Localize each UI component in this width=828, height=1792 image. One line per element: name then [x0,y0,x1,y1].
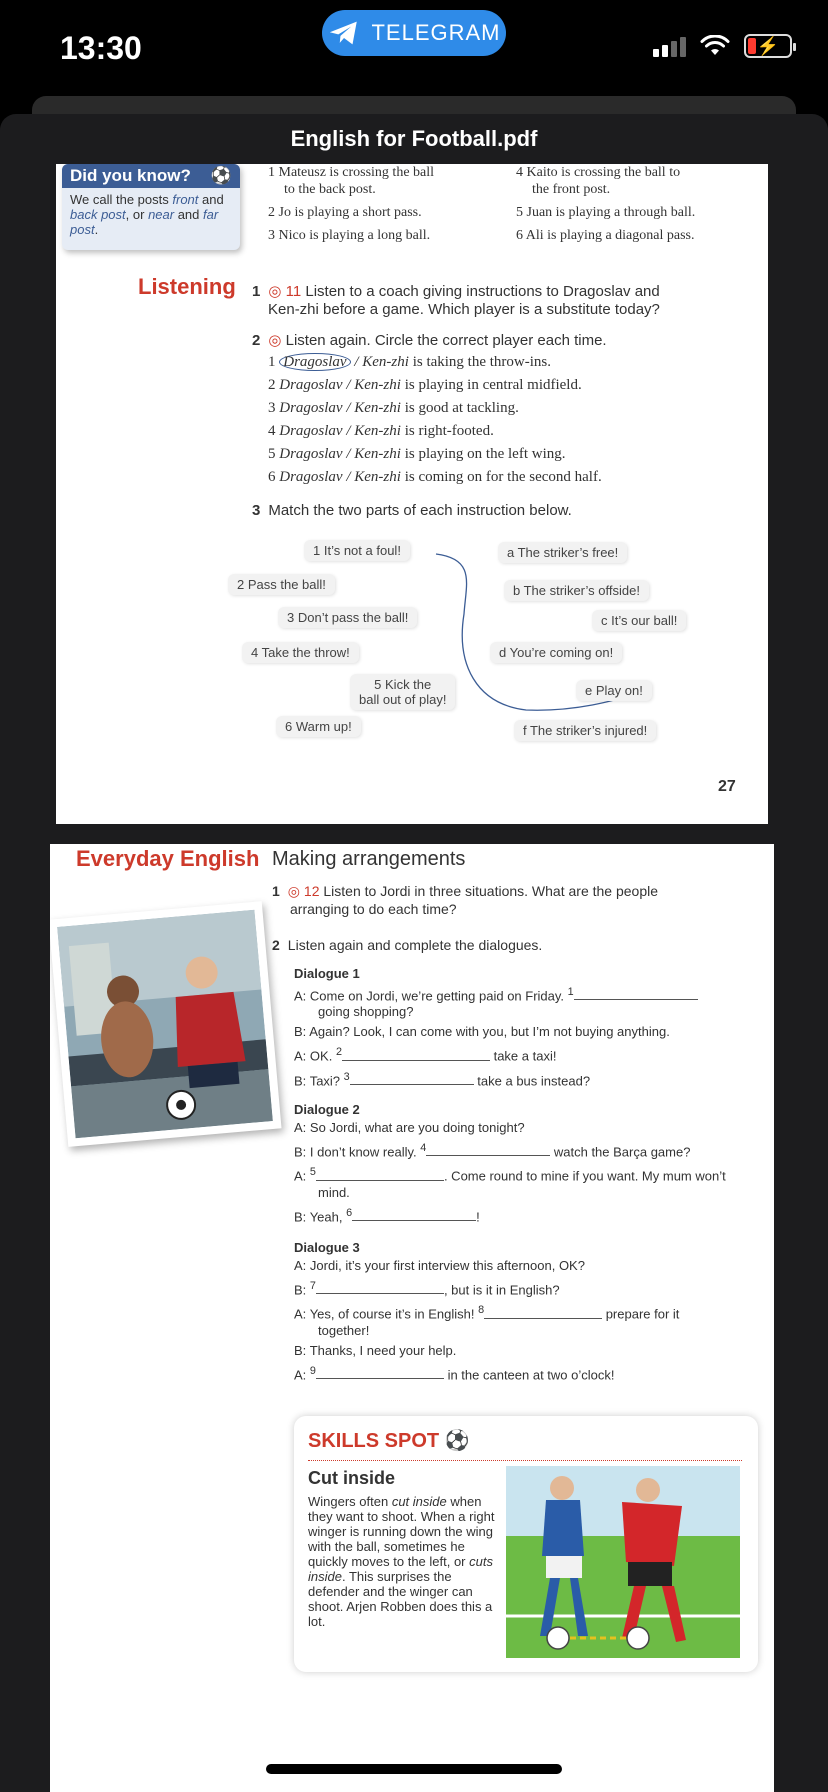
did-you-know-title: Did you know? [70,166,191,185]
response-bubble: d You’re coming on! [490,642,622,663]
dialogue-3-heading: Dialogue 3 [294,1240,360,1255]
instruction-bubble: 5 Kick the ball out of play! [350,674,455,710]
document-title: English for Football.pdf [290,126,538,151]
list-item: 3 Dragoslav / Ken-zhi is good at tackling. [268,400,519,416]
home-indicator[interactable] [266,1764,562,1774]
listening-heading: Listening [138,274,236,299]
instruction-bubble: 6 Warm up! [276,716,361,737]
status-icons [653,34,792,58]
everyday-english-heading: Everyday English [76,846,260,871]
cellular-signal-icon [653,35,686,57]
skills-spot-box [294,1416,758,1672]
everyday-task-2: 2 Listen again and complete the dialogues. [272,937,543,953]
battery-icon: ⚡ [744,34,792,58]
back-app-label: TELEGRAM [371,20,501,45]
list-item: 2 Dragoslav / Ken-zhi is playing in central midfield. [268,377,582,393]
pass-list-right: 4 Kaito is crossing the ball to the front post. 5 Juan is playing a through ball. 6 Ali is playing a diagonal pass. [516,165,696,243]
audio-track-icon: ◎ [268,283,286,300]
everyday-task-1: 1 ◎ 12 Listen to Jordi in three situations. What are the people arranging to do each time? [272,883,659,917]
status-time: 13:30 [60,30,142,66]
instruction-bubble: 4 Take the throw! [242,642,359,663]
response-bubble: c It’s our ball! [592,610,686,631]
response-bubble: a The striker’s free! [498,542,627,563]
dialogue-3: A: Jordi, it’s your first interview this afternoon, OK? B: $^7$ , but is it in English? A: Yes, of course it’s in English! $^8$ prepare for it together! B: Thanks, I need your help. A: $^9$ in the canteen at two o’clock! [294,1258,680,1382]
audio-track-icon: ◎ [287,883,304,899]
skills-spot-text: Wingers often cut inside when they want to shoot. When a right winger is running down the wing with the ball, sometimes he quickly moves to the left, or cuts inside. This surprises the defender and the winger can shoot. Arjen Robben does this a lot. [308,1494,495,1629]
dialogue-1-heading: Dialogue 1 [294,966,360,981]
page-number: 27 [718,778,736,795]
instruction-bubble: 1 It’s not a foul! [304,540,410,561]
listening-task-2: 2 ◎ Listen again. Circle the correct player each time. [252,332,607,349]
telegram-icon [327,16,361,50]
football-icon: ⚽ [210,166,232,185]
status-bar [0,0,828,100]
list-item: 1 Dragoslav / Ken-zhi is taking the throw-ins. [268,354,552,370]
locker-room-photo [50,901,282,1147]
listening-task-1: 1 ◎ 11 Listen to a coach giving instructions to Dragoslav and Ken-zhi before a game. Which player is a substitute today? [252,283,660,318]
football-illustration [506,1466,740,1658]
pdf-page-28[interactable] [50,844,774,1792]
did-you-know-text: We call the posts front and back post, or near and far post. [70,192,224,237]
instruction-bubble: 3 Don’t pass the ball! [278,607,417,628]
pdf-page-27[interactable] [56,164,768,824]
dialogue-2-heading: Dialogue 2 [294,1102,360,1117]
match-line [56,164,768,824]
divider [308,1460,742,1461]
dialogue-1: A: Come on Jordi, we’re getting paid on Friday. $^1$ going shopping? B: Again? Look, I can come with you, but I’m not buying anything. A: OK. $^2$ take a taxi! B: Taxi? $^3$ take a bus instead? [294,984,698,1089]
response-bubble: f The striker’s injured! [514,720,656,741]
audio-track-icon: ◎ [268,332,286,349]
listening-task-3: 3 Match the two parts of each instruction below. [252,502,572,519]
pass-list-left: 1 Mateusz is crossing the ball to the back post. 2 Jo is playing a short pass. 3 Nico is playing a long ball. [268,165,435,243]
instruction-bubble: 2 Pass the ball! [228,574,335,595]
list-item: 5 Dragoslav / Ken-zhi is playing on the left wing. [268,446,566,462]
response-bubble: b The striker’s offside! [504,580,649,601]
skills-spot-subtitle: Cut inside [308,1468,396,1488]
list-item: 4 Dragoslav / Ken-zhi is right-footed. [268,423,494,439]
making-arrangements-heading: Making arrangements [272,848,466,870]
football-icon: ⚽ [444,1430,470,1452]
wifi-icon [700,35,730,57]
dialogue-2: A: So Jordi, what are you doing tonight? B: I don’t know really. $^4$ watch the Barça game? A: $^5$ . Come round to mine if you want. My mum won’t mind. B: Yeah, $^6$ ! [294,1120,726,1224]
skills-spot-title: SKILLS SPOT ⚽ [308,1430,470,1452]
list-item: 6 Dragoslav / Ken-zhi is coming on for the second half. [268,469,602,485]
response-bubble: e Play on! [576,680,652,701]
back-to-app-button[interactable] [322,10,506,56]
